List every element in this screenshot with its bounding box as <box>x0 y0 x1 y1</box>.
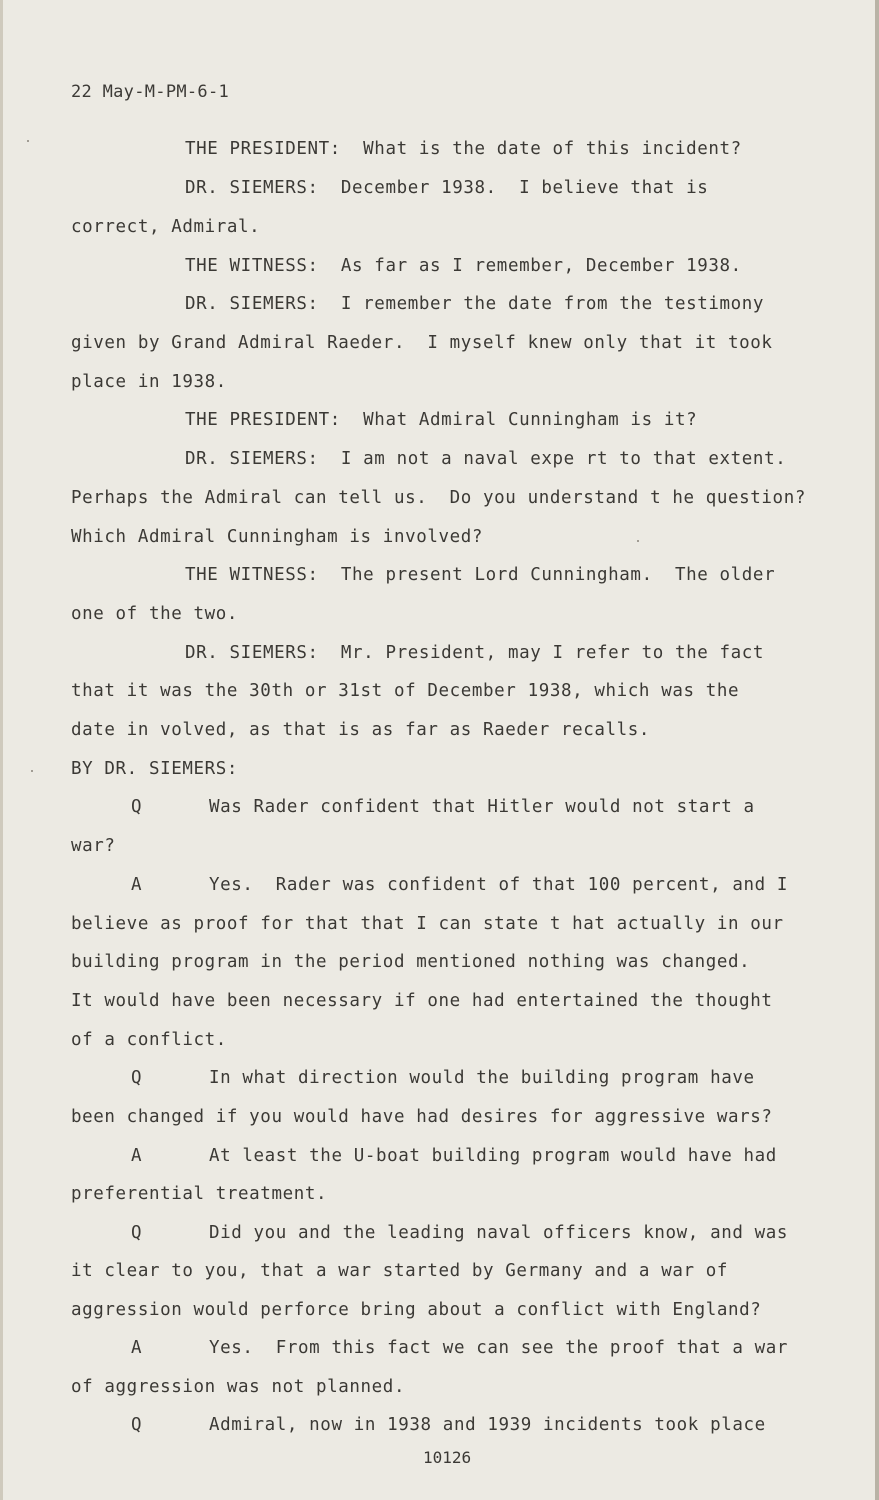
transcript-line: been changed if you would have had desires for aggressive wars? <box>71 1107 773 1127</box>
transcript-line: that it was the 30th or 31st of December 1938, which was the <box>71 681 740 701</box>
page-header-code: 22 May-M-PM-6-1 <box>71 82 230 102</box>
transcript-line: THE WITNESS: The present Lord Cunningham. The older <box>185 565 776 585</box>
transcript-line: place in 1938. <box>71 372 227 392</box>
transcript-line: of aggression was not planned. <box>71 1377 406 1397</box>
transcript-line: preferential treatment. <box>71 1184 328 1204</box>
transcript-line: THE PRESIDENT: What is the date of this incident? <box>185 139 742 159</box>
transcript-line: believe as proof for that that I can state t hat actually in our <box>71 914 784 934</box>
transcript-line: Q Was Rader confident that Hitler would not start a <box>131 797 755 817</box>
transcript-line: DR. SIEMERS: I am not a naval expe rt to that extent. <box>185 449 787 469</box>
transcript-line: THE WITNESS: As far as I remember, December 1938. <box>185 256 742 276</box>
transcript-line: Perhaps the Admiral can tell us. Do you understand t he question? <box>71 488 806 508</box>
transcript-line: correct, Admiral. <box>71 217 261 237</box>
transcript-line: A Yes. From this fact we can see the proof that a war <box>131 1338 789 1358</box>
transcript-line: Q Did you and the leading naval officers know, and was <box>131 1223 789 1243</box>
transcript-line: building program in the period mentioned nothing was changed. <box>71 952 751 972</box>
transcript-line: It would have been necessary if one had entertained the thought <box>71 991 773 1011</box>
transcript-line: DR. SIEMERS: I remember the date from the testimony <box>185 294 765 314</box>
transcript-line: war? <box>71 836 116 856</box>
transcript-line: THE PRESIDENT: What Admiral Cunningham is it? <box>185 410 698 430</box>
transcript-line: given by Grand Admiral Raeder. I myself knew only that it took <box>71 333 773 353</box>
paper-speck <box>27 140 29 142</box>
transcript-line: BY DR. SIEMERS: <box>71 759 239 779</box>
page-number: 10126 <box>423 1448 472 1467</box>
transcript-line: of a conflict. <box>71 1030 227 1050</box>
transcript-line: one of the two. <box>71 604 239 624</box>
transcript-line: it clear to you, that a war started by Germany and a war of <box>71 1261 729 1281</box>
transcript-line: Q In what direction would the building program have <box>131 1068 755 1088</box>
transcript-line: DR. SIEMERS: Mr. President, may I refer to the fact <box>185 643 765 663</box>
transcript-line: date in volved, as that is as far as Raeder recalls. <box>71 720 651 740</box>
transcript-line: A Yes. Rader was confident of that 100 percent, and I <box>131 875 789 895</box>
transcript-line: Which Admiral Cunningham is involved? <box>71 527 484 547</box>
paper-speck <box>31 770 33 772</box>
transcript-line: DR. SIEMERS: December 1938. I believe that is <box>185 178 709 198</box>
transcript-line: Q Admiral, now in 1938 and 1939 incidents took place <box>131 1415 766 1435</box>
paper-speck <box>637 540 639 542</box>
transcript-line: A At least the U-boat building program would have had <box>131 1146 777 1166</box>
transcript-line: aggression would perforce bring about a conflict with England? <box>71 1300 762 1320</box>
